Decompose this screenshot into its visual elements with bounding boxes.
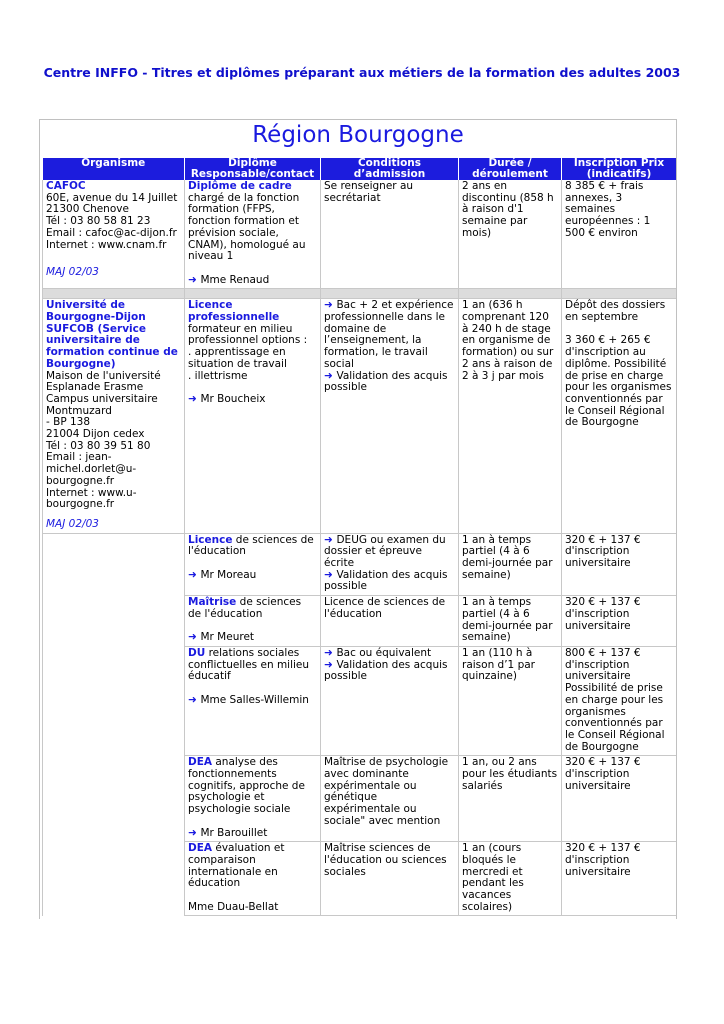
organisme-line: 21004 Dijon cedex (46, 428, 145, 441)
prix-cell (562, 842, 677, 916)
table-row (43, 756, 677, 842)
prix-line: 320 € + 137 € d'inscription universitaire (565, 596, 641, 632)
contact-name: Mr Moreau (200, 568, 257, 581)
organisme-line: Esplanade Erasme (46, 381, 144, 394)
arrow-right-icon: ➜ (188, 568, 201, 581)
condition-text: Maîtrise sciences de l'éducation ou sciences sociales (324, 842, 447, 878)
organisme-cell-empty (43, 596, 185, 647)
organisme-line: Email : jean-michel.dorlet@u-bourgogne.fr (46, 451, 137, 487)
diplome-cell (185, 756, 321, 842)
conditions-cell (321, 756, 459, 842)
region-frame (39, 119, 677, 919)
diploma-description: de sciences de l'éducation (188, 533, 314, 558)
header-duree: Durée / déroulement (459, 158, 562, 180)
table-header-row (43, 158, 677, 180)
conditions-cell (321, 842, 459, 916)
organisme-line: - BP 138 (46, 416, 91, 429)
diploma-description: chargé de la fonction formation (FFPS, fonction formation et prévision sociale, CNAM), homologué au niveau 1 (188, 191, 306, 263)
header-organisme: Organisme (43, 158, 185, 180)
condition-text: Maîtrise de psychologie avec dominante expérimentale ou génétique expérimentale ou sociale" avec mention (324, 756, 449, 827)
conditions-cell: Se renseigner au secrétariat (321, 180, 459, 289)
diploma-title: Maîtrise (188, 596, 237, 609)
update-date: MAJ 02/03 (46, 517, 99, 530)
diploma-title: Diplôme de cadre (188, 180, 292, 192)
arrow-right-icon: ➜ (188, 693, 201, 706)
diploma-option: . apprentissage en situation de travail (188, 346, 287, 370)
diplome-cell (185, 299, 321, 533)
contact-name: Mme Salles-Willemin (200, 693, 309, 706)
organisme-line: Internet : www.u-bourgogne.fr (46, 486, 137, 511)
row-separator (43, 289, 677, 299)
conditions-cell (321, 596, 459, 647)
condition-text: Validation des acquis possible (324, 658, 448, 683)
prix-line: 320 € + 137 € d'inscription universitaire (565, 533, 641, 570)
diploma-description: évaluation et comparaison internationale en éducation (188, 842, 285, 890)
organisme-line: Maison de l'université (46, 369, 161, 382)
arrow-right-icon: ➜ (324, 533, 337, 546)
table-row (43, 533, 677, 596)
arrow-right-icon: ➜ (324, 647, 337, 659)
duree-cell: 1 an (110 h à raison d’1 par quinzaine) (459, 647, 562, 756)
diplome-cell (185, 596, 321, 647)
duree-cell: 1 an (cours bloqués le mercredi et pendant les vacances scolaires) (459, 842, 562, 916)
diploma-description: relations sociales conflictuelles en milieu éducatif (188, 647, 310, 683)
table-row (43, 647, 677, 756)
condition-text: Validation des acquis possible (324, 568, 448, 593)
organisme-cell-empty (43, 756, 185, 842)
organisme-line: Tél : 03 80 39 51 80 (46, 439, 151, 452)
diplome-cell (185, 842, 321, 916)
diploma-description: de sciences de l'éducation (188, 596, 302, 620)
diplome-cell (185, 533, 321, 596)
condition-text: Licence de sciences de l'éducation (324, 596, 446, 620)
duree-cell: 1 an à temps partiel (4 à 6 demi-journée par semaine) (459, 533, 562, 596)
contact-name: Mr Meuret (200, 631, 255, 644)
diploma-title: Licence (188, 533, 233, 546)
prix-cell: 8 385 € + frais annexes, 3 semaines européennes : 1 500 € environ (562, 180, 677, 289)
organisme-cell-empty (43, 647, 185, 756)
table-row (43, 299, 677, 533)
duree-cell: 1 an, ou 2 ans pour les étudiants salariés (459, 756, 562, 842)
prix-line: Dépôt des dossiers en septembre (565, 299, 666, 324)
header-conditions: Conditions d’admission (321, 158, 459, 180)
diploma-description: analyse des fonctionnements cognitifs, approche de psychologie et psychologie sociale (188, 756, 305, 816)
diploma-title: DU (188, 647, 206, 659)
duree-cell: 1 an (636 h comprenant 120 à 240 h de stage en organisme de formation) ou sur 2 ans à raison de 2 à 3 j par mois (459, 299, 562, 533)
condition-text: Validation des acquis possible (324, 369, 448, 394)
conditions-cell (321, 533, 459, 596)
arrow-right-icon: ➜ (188, 631, 201, 644)
table-row (43, 180, 677, 289)
organisme-cell (43, 180, 185, 289)
diplome-cell (185, 180, 321, 289)
organisme-line: Email : cafoc@ac-dijon.fr (46, 226, 177, 239)
header-diplome: Diplôme Responsable/contact (185, 158, 321, 180)
contact-name: Mr Boucheix (200, 392, 266, 405)
contact-name: Mr Barouillet (200, 826, 268, 839)
prix-cell (562, 299, 677, 533)
arrow-right-icon: ➜ (324, 568, 337, 581)
contact-name: Mme Duau-Bellat (188, 900, 279, 913)
prix-line: 320 € + 137 € d'inscription universitaire (565, 756, 641, 792)
formations-table (42, 158, 677, 916)
organisme-cell-empty (43, 533, 185, 596)
prix-cell (562, 533, 677, 596)
contact-name: Mme Renaud (200, 273, 270, 286)
header-inscription: Inscription Prix (indicatifs) (562, 158, 677, 180)
document-title: Centre INFFO - Titres et diplômes préparant aux métiers de la formation des adultes 2003 (43, 65, 681, 80)
conditions-cell (321, 647, 459, 756)
arrow-right-icon: ➜ (324, 658, 337, 671)
organisme-line: Tél : 03 80 58 81 23 (46, 215, 151, 228)
update-date: MAJ 02/03 (46, 266, 99, 279)
organisme-line: 21300 Chenove (46, 203, 129, 216)
prix-line: 320 € + 137 € d'inscription universitaire (565, 842, 641, 878)
arrow-right-icon: ➜ (324, 299, 337, 312)
organisme-line: Internet : www.cnam.fr (46, 238, 167, 251)
arrow-right-icon: ➜ (188, 392, 201, 405)
conditions-cell (321, 299, 459, 533)
arrow-right-icon: ➜ (188, 826, 201, 839)
diploma-title: Licence professionnelle (188, 299, 280, 324)
diploma-description: formateur en milieu professionnel options : (188, 322, 308, 347)
arrow-right-icon: ➜ (324, 369, 337, 382)
diploma-title: DEA (188, 756, 213, 769)
organisme-line: 60E, avenue du 14 Juillet (46, 191, 178, 204)
prix-cell (562, 647, 677, 756)
organisme-cell-empty (43, 842, 185, 916)
diplome-cell (185, 647, 321, 756)
organisme-name: Université de Bourgogne-Dijon SUFCOB (Service universitaire de formation continue de Bourgogne) (46, 299, 178, 370)
organisme-cell (43, 299, 185, 533)
table-row (43, 596, 677, 647)
prix-line: 3 360 € + 265 € d'inscription au diplôme. Possibilité de prise en charge pour les organismes conventionnés par le Conseil Régional de Bourgogne (565, 334, 672, 429)
organisme-line: Campus universitaire Montmuzard (46, 392, 158, 417)
diploma-option: . illettrisme (188, 369, 248, 382)
condition-text: DEUG ou examen du dossier et épreuve écrite (324, 533, 446, 570)
prix-line: 800 € + 137 € d'inscription universitaire Possibilité de prise en charge pour les organismes conventionnés par le Conseil Régional de Bourgogne (565, 647, 665, 753)
condition-text: Bac + 2 et expérience professionnelle dans le domaine de l’enseignement, la formation, le travail social (324, 299, 454, 370)
condition-text: Bac ou équivalent (336, 647, 432, 659)
prix-cell (562, 596, 677, 647)
prix-cell (562, 756, 677, 842)
diploma-title: DEA (188, 842, 213, 855)
region-title: Région Bourgogne (252, 122, 464, 148)
table-row (43, 842, 677, 916)
arrow-right-icon: ➜ (188, 273, 201, 286)
duree-cell: 1 an à temps partiel (4 à 6 demi-journée par semaine) (459, 596, 562, 647)
duree-cell: 2 ans en discontinu (858 h à raison d'1 semaine par mois) (459, 180, 562, 289)
organisme-name: CAFOC (46, 180, 86, 192)
